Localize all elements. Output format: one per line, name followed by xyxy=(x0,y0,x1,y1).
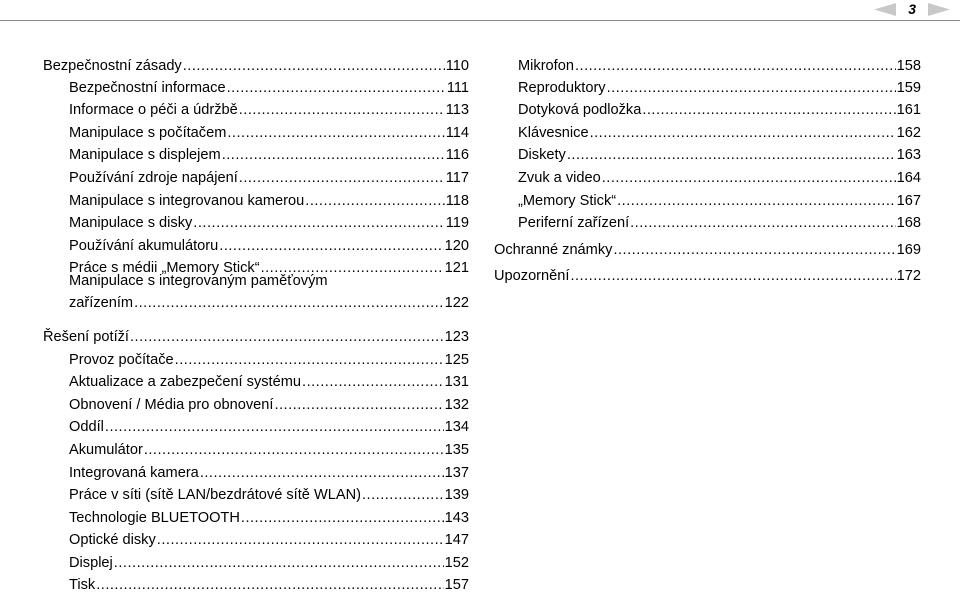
entry-line xyxy=(69,373,469,391)
entry-title-line1: Manipulace s integrovaným paměťovým xyxy=(69,273,328,289)
entry-line xyxy=(69,214,469,232)
entry-page-number: 159 xyxy=(896,80,921,96)
entry-title: Diskety xyxy=(518,147,566,163)
entry-page-number: 111 xyxy=(446,80,469,96)
entry-line xyxy=(494,241,921,259)
entry-page-number: 168 xyxy=(896,215,921,231)
entry-line xyxy=(69,124,469,142)
entry-page-number: 172 xyxy=(896,268,921,284)
entry-title: Zvuk a video xyxy=(518,170,601,186)
dot-leader xyxy=(642,101,895,119)
entry-title: Klávesnice xyxy=(518,125,589,141)
entry-page-number: 123 xyxy=(444,329,469,345)
entry-page-number: 158 xyxy=(896,58,921,74)
entry-line xyxy=(494,267,921,285)
dot-leader xyxy=(305,192,444,210)
entry-page-number: 139 xyxy=(444,487,469,503)
entry-line xyxy=(69,486,469,504)
entry-title: Mikrofon xyxy=(518,58,574,74)
entry-page-number: 137 xyxy=(444,465,469,481)
entry-title: Optické disky xyxy=(69,532,156,548)
dot-leader xyxy=(575,57,896,75)
page-header xyxy=(0,0,960,21)
entry-title: Aktualizace a zabezpečení systému xyxy=(69,374,302,390)
dot-leader xyxy=(302,373,444,391)
entry-line xyxy=(69,146,469,164)
toc-entry[interactable] xyxy=(518,192,921,210)
toc-entry[interactable] xyxy=(518,169,921,187)
toc-entry[interactable] xyxy=(43,328,469,346)
entry-line xyxy=(69,576,469,594)
toc-entry[interactable] xyxy=(69,441,469,459)
entry-line xyxy=(69,237,469,255)
dot-leader xyxy=(175,351,444,369)
entry-line xyxy=(69,554,469,572)
toc-entry[interactable] xyxy=(518,214,921,232)
entry-title: Upozornění xyxy=(494,268,570,284)
page-navigation xyxy=(874,0,950,18)
entry-line xyxy=(69,351,469,369)
dot-leader xyxy=(134,292,444,314)
toc-entry[interactable] xyxy=(69,270,469,314)
dot-leader xyxy=(567,146,896,164)
toc-entry[interactable] xyxy=(69,237,469,255)
entry-line xyxy=(69,531,469,549)
entry-page-number: 131 xyxy=(444,374,469,390)
dot-leader xyxy=(274,396,443,414)
toc-entry[interactable] xyxy=(69,531,469,549)
entry-title: Provoz počítače xyxy=(69,352,174,368)
entry-page-number: 117 xyxy=(445,170,469,186)
entry-title: Technologie BLUETOOTH xyxy=(69,510,240,526)
dot-leader xyxy=(607,79,896,97)
entry-title: Používání zdroje napájení xyxy=(69,170,238,186)
entry-title: Reproduktory xyxy=(518,80,606,96)
entry-page-number: 116 xyxy=(445,147,469,163)
dot-leader xyxy=(105,418,444,436)
dot-leader xyxy=(144,441,444,459)
entry-line xyxy=(518,169,921,187)
entry-page-number: 122 xyxy=(444,295,469,311)
dot-leader xyxy=(157,531,444,549)
entry-line xyxy=(518,101,921,119)
entry-page-number: 152 xyxy=(444,555,469,571)
entry-line xyxy=(518,124,921,142)
dot-leader xyxy=(200,464,444,482)
dot-leader xyxy=(239,101,445,119)
toc-entry[interactable] xyxy=(69,418,469,436)
toc-entry[interactable] xyxy=(69,192,469,210)
entry-title: Informace o péči a údržbě xyxy=(69,102,238,118)
dot-leader xyxy=(602,169,896,187)
entry-page-number: 135 xyxy=(444,442,469,458)
toc-entry[interactable] xyxy=(69,124,469,142)
dot-leader xyxy=(193,214,444,232)
entry-page-number: 118 xyxy=(445,193,469,209)
dot-leader xyxy=(222,146,445,164)
dot-leader xyxy=(219,237,443,255)
dot-leader xyxy=(590,124,896,142)
toc-entry[interactable] xyxy=(69,486,469,504)
dot-leader xyxy=(227,79,446,97)
entry-title: Práce v síti (sítě LAN/bezdrátové sítě WLAN) xyxy=(69,487,361,503)
entry-title: Oddíl xyxy=(69,419,104,435)
entry-title: Manipulace s displejem xyxy=(69,147,221,163)
entry-title: Displej xyxy=(69,555,113,571)
entry-page-number: 113 xyxy=(445,102,469,118)
entry-line xyxy=(69,79,469,97)
entry-page-number: 121 xyxy=(444,260,469,276)
toc-entry[interactable] xyxy=(518,146,921,164)
toc-entry[interactable] xyxy=(69,509,469,527)
entry-page-number: 143 xyxy=(444,510,469,526)
entry-page-number: 161 xyxy=(896,102,921,118)
entry-line xyxy=(69,396,469,414)
toc-entry[interactable] xyxy=(69,146,469,164)
entry-page-number: 132 xyxy=(444,397,469,413)
entry-page-number: 162 xyxy=(896,125,921,141)
entry-title: zařízením xyxy=(69,295,134,311)
toc-entry[interactable] xyxy=(518,124,921,142)
entry-page-number: 147 xyxy=(444,532,469,548)
arrow-left-icon[interactable] xyxy=(874,3,896,16)
entry-title: Tisk xyxy=(69,577,96,593)
entry-line xyxy=(518,214,921,232)
entry-page-number: 114 xyxy=(445,125,469,141)
entry-line xyxy=(69,292,469,314)
header-divider xyxy=(0,20,960,21)
entry-title: Integrovaná kamera xyxy=(69,465,199,481)
entry-page-number: 119 xyxy=(445,215,469,231)
dot-leader xyxy=(183,57,445,75)
entry-title: „Memory Stick“ xyxy=(518,193,617,209)
entry-line xyxy=(518,146,921,164)
arrow-right-icon[interactable] xyxy=(928,3,950,16)
toc-entry[interactable] xyxy=(69,396,469,414)
toc-entry[interactable] xyxy=(69,169,469,187)
entry-title: Manipulace s počítačem xyxy=(69,125,227,141)
toc-entry[interactable] xyxy=(69,576,469,594)
dot-leader xyxy=(130,328,444,346)
entry-page-number: 134 xyxy=(444,419,469,435)
dot-leader xyxy=(227,124,444,142)
entry-line xyxy=(69,441,469,459)
entry-line xyxy=(43,57,469,75)
entry-page-number: 110 xyxy=(445,58,469,74)
entry-line xyxy=(69,418,469,436)
entry-title: Řešení potíží xyxy=(43,329,129,345)
dot-leader xyxy=(239,169,445,187)
page-number: 3 xyxy=(908,1,916,17)
dot-leader xyxy=(241,509,444,527)
dot-leader xyxy=(114,554,444,572)
entry-line xyxy=(518,57,921,75)
dot-leader xyxy=(362,486,444,504)
toc-entry[interactable] xyxy=(518,79,921,97)
entry-page-number: 120 xyxy=(444,238,469,254)
toc-entry[interactable] xyxy=(69,101,469,119)
toc-entry[interactable] xyxy=(494,241,921,259)
entry-line xyxy=(69,464,469,482)
dot-leader xyxy=(613,241,895,259)
toc-entry[interactable] xyxy=(69,373,469,391)
entry-page-number: 169 xyxy=(896,242,921,258)
toc-entry[interactable] xyxy=(69,464,469,482)
entry-page-number: 163 xyxy=(896,147,921,163)
entry-title: Akumulátor xyxy=(69,442,143,458)
entry-title: Periferní zařízení xyxy=(518,215,630,231)
toc-entry[interactable] xyxy=(494,267,921,285)
entry-line xyxy=(69,509,469,527)
toc-entry[interactable] xyxy=(518,57,921,75)
entry-page-number: 125 xyxy=(444,352,469,368)
toc-entry[interactable] xyxy=(69,351,469,369)
dot-leader xyxy=(96,576,443,594)
entry-page-number: 164 xyxy=(896,170,921,186)
entry-line xyxy=(43,328,469,346)
entry-title: Používání akumulátoru xyxy=(69,238,219,254)
toc-entry[interactable] xyxy=(69,214,469,232)
entry-page-number: 157 xyxy=(444,577,469,593)
toc-entry[interactable] xyxy=(43,57,469,75)
dot-leader xyxy=(617,192,896,210)
entry-page-number: 167 xyxy=(896,193,921,209)
dot-leader xyxy=(630,214,896,232)
entry-title: Práce s médii „Memory Stick“ xyxy=(69,260,260,276)
entry-title: Manipulace s disky xyxy=(69,215,193,231)
dot-leader xyxy=(570,267,895,285)
entry-title: Manipulace s integrovanou kamerou xyxy=(69,193,305,209)
toc-entry[interactable] xyxy=(69,79,469,97)
entry-line xyxy=(69,192,469,210)
entry-line xyxy=(69,169,469,187)
entry-title: Dotyková podložka xyxy=(518,102,642,118)
toc-entry[interactable] xyxy=(518,101,921,119)
entry-title: Bezpečnostní zásady xyxy=(43,58,182,74)
entry-line xyxy=(69,101,469,119)
toc-entry[interactable] xyxy=(69,554,469,572)
entry-title: Obnovení / Média pro obnovení xyxy=(69,397,274,413)
entry-title: Ochranné známky xyxy=(494,242,613,258)
entry-line xyxy=(518,79,921,97)
entry-title: Bezpečnostní informace xyxy=(69,80,226,96)
entry-line xyxy=(518,192,921,210)
